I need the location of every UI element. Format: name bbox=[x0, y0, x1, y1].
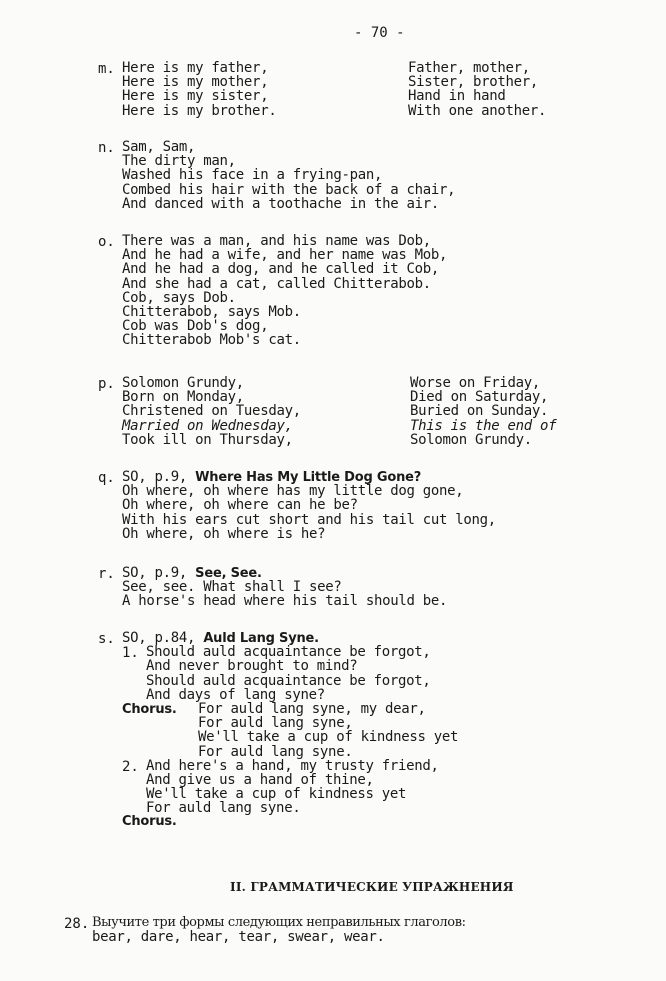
poem-line: Here is my brother. bbox=[122, 102, 277, 119]
exercise-line: bear, dare, hear, tear, swear, wear. bbox=[92, 929, 385, 946]
poem-line: Washed his face in a frying-pan, bbox=[122, 167, 383, 184]
section-label: m. bbox=[98, 61, 115, 77]
source-reference: SO, p.9, bbox=[122, 469, 188, 485]
song-line: A horse's head where his tail should be. bbox=[122, 593, 448, 610]
song-body bbox=[122, 470, 496, 541]
song-line: For auld lang syne, my dear, bbox=[198, 700, 426, 717]
song-title: Auld Lang Syne. bbox=[203, 631, 319, 646]
song-line: And days of lang syne? bbox=[146, 686, 325, 703]
poem-line: Christened on Tuesday, bbox=[122, 403, 301, 420]
song-line: For auld lang syne. bbox=[146, 800, 301, 817]
poem-line: Here is my father, bbox=[122, 60, 269, 76]
poem-line: Hand in hand bbox=[408, 88, 506, 105]
poem-line: Chitterabob Mob's cat. bbox=[122, 332, 301, 349]
poem-line: Sister, brother, bbox=[408, 74, 539, 91]
poem-line: Died on Saturday, bbox=[410, 389, 549, 406]
source-reference: SO, p.84, bbox=[122, 630, 196, 646]
exercise-text bbox=[92, 916, 466, 944]
poem-line: Solomon Grundy. bbox=[410, 431, 532, 448]
song-line: We'll take a cup of kindness yet bbox=[146, 786, 407, 803]
song-title: See, See. bbox=[195, 566, 262, 581]
poem-right-column bbox=[408, 61, 546, 118]
poem-left-column bbox=[122, 376, 301, 447]
song-line: Oh where, oh where has my little dog gone, bbox=[122, 483, 464, 500]
chorus-label: Chorus. bbox=[122, 701, 177, 717]
exercise-line: Выучите три формы следующих неправильных глаголов: bbox=[92, 915, 466, 930]
poem-line: Born on Monday, bbox=[122, 389, 244, 406]
poem-body bbox=[122, 234, 447, 348]
poem-line: There was a man, and his name was Dob, bbox=[122, 233, 431, 249]
song-line: And here's a hand, my trusty friend, bbox=[146, 757, 439, 774]
verse-number: 2. bbox=[122, 758, 139, 775]
poem-line: The dirty man, bbox=[122, 153, 236, 170]
poem-line: Here is my mother, bbox=[122, 74, 269, 91]
poem-line: Combed his hair with the back of a chair, bbox=[122, 181, 456, 198]
section-label: s. bbox=[98, 631, 115, 647]
verse-2 bbox=[122, 759, 458, 816]
poem-line: Chitterabob, says Mob. bbox=[122, 303, 301, 320]
poem-line: And she had a cat, called Chitterabob. bbox=[122, 275, 431, 292]
poem-line: And he had a wife, and her name was Mob, bbox=[122, 247, 448, 264]
chorus bbox=[122, 702, 458, 759]
poem-line: And he had a dog, and he called it Cob, bbox=[122, 261, 440, 278]
song-line: Should auld acquaintance be forgot, bbox=[146, 672, 431, 689]
poem-line: Here is my sister, bbox=[122, 88, 269, 105]
verse-number: 1. bbox=[122, 645, 139, 662]
poem-line: With one another. bbox=[408, 102, 547, 119]
section-label: q. bbox=[98, 470, 115, 486]
song-line: We'll take a cup of kindness yet bbox=[198, 729, 459, 746]
song-line: Should auld acquaintance be forgot, bbox=[146, 644, 431, 661]
poem-line: Buried on Sunday. bbox=[410, 403, 549, 420]
source-reference: SO, p.9, bbox=[122, 565, 188, 581]
poem-line: Cob was Dob's dog, bbox=[122, 318, 269, 335]
song-line: See, see. What shall I see? bbox=[122, 579, 342, 596]
poem-line: Married on Wednesday, bbox=[122, 417, 293, 434]
poem-line: And danced with a toothache in the air. bbox=[122, 195, 440, 212]
verse-1 bbox=[122, 645, 458, 702]
song-line: And give us a hand of thine, bbox=[146, 771, 374, 788]
poem-line: Solomon Grundy, bbox=[122, 375, 244, 391]
song-line: With his ears cut short and his tail cut long, bbox=[122, 511, 496, 528]
song-body bbox=[122, 631, 458, 830]
poem-line: Took ill on Thursday, bbox=[122, 431, 293, 448]
song-line: For auld lang syne, bbox=[198, 715, 353, 732]
song-body bbox=[122, 566, 447, 609]
poem-line: Worse on Friday, bbox=[410, 375, 541, 391]
song-title: Where Has My Little Dog Gone? bbox=[195, 470, 422, 485]
chorus-label: Chorus. bbox=[122, 814, 177, 830]
section-label: p. bbox=[98, 376, 115, 392]
song-line: And never brought to mind? bbox=[146, 658, 358, 675]
poem-line: Father, mother, bbox=[408, 60, 530, 76]
section-label: r. bbox=[98, 566, 115, 582]
poem-left-column bbox=[122, 61, 276, 118]
poem-line: Cob, says Dob. bbox=[122, 289, 236, 306]
song-line: For auld lang syne. bbox=[198, 743, 353, 760]
section-heading: II. ГРАММАТИЧЕСКИЕ УПРАЖНЕНИЯ bbox=[230, 880, 514, 894]
section-label: o. bbox=[98, 234, 115, 250]
poem-body bbox=[122, 140, 455, 211]
exercise-number: 28. bbox=[64, 916, 90, 932]
section-label: n. bbox=[98, 140, 115, 156]
poem-right-column bbox=[410, 376, 556, 447]
song-line: Oh where, oh where can he be? bbox=[122, 497, 358, 514]
song-line: Oh where, oh where is he? bbox=[122, 525, 326, 542]
poem-line: This is the end of bbox=[410, 417, 557, 434]
poem-line: Sam, Sam, bbox=[122, 139, 196, 155]
page-number: - 70 - bbox=[354, 25, 405, 41]
